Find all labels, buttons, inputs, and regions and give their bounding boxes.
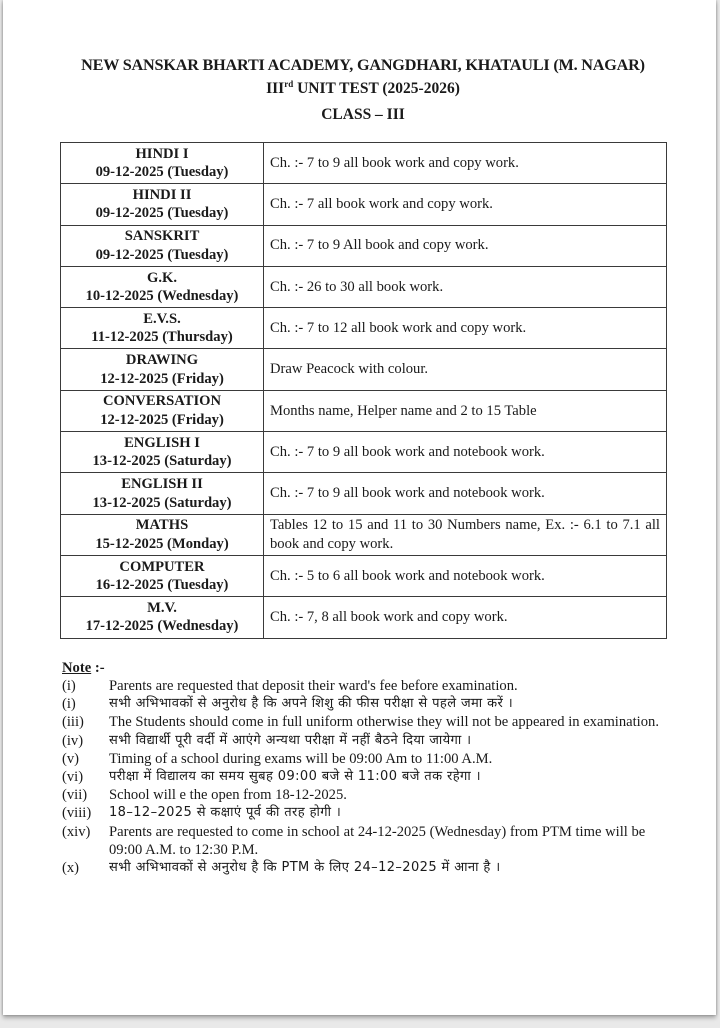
note-number: (xiv): [62, 823, 91, 840]
exam-date: 09-12-2025 (Tuesday): [95, 164, 229, 181]
subject-cell: [61, 184, 264, 225]
table-row: [61, 308, 667, 349]
exam-date: 16-12-2025 (Tuesday): [95, 577, 229, 594]
subject-name: HINDI I: [135, 145, 189, 162]
syllabus-cell: Draw Peacock with colour.: [264, 349, 667, 390]
note-number: (i): [62, 696, 76, 713]
note-item: [62, 768, 682, 786]
note-number: (viii): [62, 805, 92, 822]
syllabus-cell: Ch. :- 7 all book work and copy work.: [264, 184, 667, 225]
note-number: (iii): [62, 714, 84, 731]
exam-date: 12-12-2025 (Friday): [100, 411, 224, 428]
test-title: [3, 77, 720, 103]
note-item: [62, 732, 682, 750]
table-row: [61, 555, 667, 596]
school-name: NEW SANSKAR BHARTI ACADEMY, GANGDHARI, KHATAULI (M. NAGAR): [81, 56, 645, 74]
note-number: (v): [62, 750, 80, 767]
note-text: School will e the open from 18-12-2025.: [109, 787, 347, 804]
subject-name: ENGLISH I: [124, 434, 200, 451]
note-text-hindi: सभी अभिभावकों से अनुरोध है कि PTM के लिए 24–12–2025 में आना है ।: [109, 860, 501, 876]
syllabus-cell: Ch. :- 26 to 30 all book work.: [264, 266, 667, 307]
note-item: [62, 750, 682, 768]
subject-name: HINDI II: [132, 186, 192, 203]
exam-date: 09-12-2025 (Tuesday): [95, 205, 229, 222]
note-number: (x): [62, 860, 80, 877]
subject-name: ENGLISH II: [121, 476, 203, 493]
note-text-hindi: 18–12–2025 से कक्षाएं पूर्व की तरह होगी ।: [109, 805, 342, 821]
subject-name: E.V.S.: [143, 310, 181, 327]
subject-name: MATHS: [135, 517, 189, 534]
note-item: [62, 859, 682, 877]
subject-name: M.V.: [147, 599, 177, 616]
table-row: [61, 597, 667, 638]
exam-date: 13-12-2025 (Saturday): [92, 453, 232, 470]
subject-cell: [61, 514, 264, 555]
syllabus-cell: Tables 12 to 15 and 11 to 30 Numbers name, Ex. :- 6.1 to 7.1 all book and copy work.: [264, 514, 667, 555]
notes-heading: [62, 659, 682, 677]
note-item: [62, 677, 682, 695]
subject-cell: [61, 597, 264, 638]
subject-name: SANSKRIT: [124, 228, 200, 245]
subject-cell: [61, 555, 264, 596]
exam-date: 17-12-2025 (Wednesday): [85, 618, 239, 635]
syllabus-cell: Ch. :- 7 to 9 All book and copy work.: [264, 225, 667, 266]
note-text: Parents are requested that deposit their ward's fee before examination.: [109, 678, 518, 694]
subject-cell: [61, 225, 264, 266]
table-row: [61, 266, 667, 307]
notes-section: [62, 659, 682, 877]
syllabus-cell: Ch. :- 7, 8 all book work and copy work.: [264, 597, 667, 638]
note-item: [62, 804, 682, 822]
note-item: [62, 823, 682, 859]
subject-cell: [61, 308, 264, 349]
notes-heading-suffix: :-: [91, 660, 105, 676]
syllabus-cell: Ch. :- 7 to 12 all book work and copy work.: [264, 308, 667, 349]
subject-name: G.K.: [147, 269, 177, 286]
exam-date: 12-12-2025 (Friday): [100, 370, 224, 387]
subject-cell: [61, 432, 264, 473]
subject-name: CONVERSATION: [102, 393, 222, 410]
table-row: [61, 432, 667, 473]
note-item: [62, 695, 682, 713]
table-row: [61, 184, 667, 225]
subject-cell: [61, 349, 264, 390]
note-text-hindi: सभी विद्यार्थी पूरी वर्दी में आएंगे अन्यथा परीक्षा में नहीं बैठने दिया जायेगा ।: [109, 732, 472, 748]
test-title-superscript: rd: [284, 79, 294, 89]
exam-date: 15-12-2025 (Monday): [95, 535, 229, 552]
table-row: [61, 390, 667, 431]
table-row: [61, 514, 667, 555]
document-page: [3, 0, 716, 1015]
syllabus-cell: Months name, Helper name and 2 to 15 Table: [264, 390, 667, 431]
syllabus-cell: Ch. :- 7 to 9 all book work and copy work.: [264, 143, 667, 184]
subject-name: COMPUTER: [119, 558, 205, 575]
syllabus-cell: Ch. :- 7 to 9 all book work and notebook work.: [264, 432, 667, 473]
syllabus-cell: Ch. :- 5 to 6 all book work and notebook work.: [264, 555, 667, 596]
subject-cell: [61, 390, 264, 431]
note-number: (i): [62, 678, 76, 694]
test-title-prefix: III: [266, 80, 285, 97]
note-text-hindi: परीक्षा में विद्यालय का समय सुबह 09:00 बजे से 11:00 बजे तक रहेगा ।: [109, 769, 482, 785]
table-row: [61, 143, 667, 184]
subject-cell: [61, 143, 264, 184]
exam-date: 09-12-2025 (Tuesday): [95, 246, 229, 263]
table-row: [61, 225, 667, 266]
note-text-hindi: सभी अभिभावकों से अनुरोध है कि अपने शिशु की फीस परीक्षा से पहले जमा करें ।: [109, 696, 514, 712]
exam-schedule-table: [60, 142, 667, 639]
subject-name: DRAWING: [125, 352, 199, 369]
note-item: [62, 713, 682, 731]
note-number: (vii): [62, 787, 88, 804]
subject-cell: [61, 266, 264, 307]
document-header: [3, 53, 720, 127]
note-text: The Students should come in full uniform otherwise they will not be appeared in examination.: [109, 714, 659, 731]
exam-date: 10-12-2025 (Wednesday): [85, 288, 239, 305]
notes-heading-label: Note: [62, 660, 92, 676]
table-row: [61, 473, 667, 514]
note-text: Timing of a school during exams will be 09:00 Am to 11:00 A.M.: [109, 750, 493, 767]
note-item: [62, 786, 682, 804]
exam-date: 13-12-2025 (Saturday): [92, 494, 232, 511]
table-row: [61, 349, 667, 390]
note-text: Parents are requested to come in school at 24-12-2025 (Wednesday) from PTM time will be 09:00 A.M. to 12:30 P.M.: [109, 823, 646, 858]
class-title: CLASS – III: [321, 106, 405, 123]
syllabus-cell: Ch. :- 7 to 9 all book work and notebook work.: [264, 473, 667, 514]
test-title-suffix: UNIT TEST (2025-2026): [293, 80, 460, 97]
note-number: (vi): [62, 769, 84, 786]
exam-date: 11-12-2025 (Thursday): [91, 329, 233, 346]
note-number: (iv): [62, 732, 84, 749]
subject-cell: [61, 473, 264, 514]
